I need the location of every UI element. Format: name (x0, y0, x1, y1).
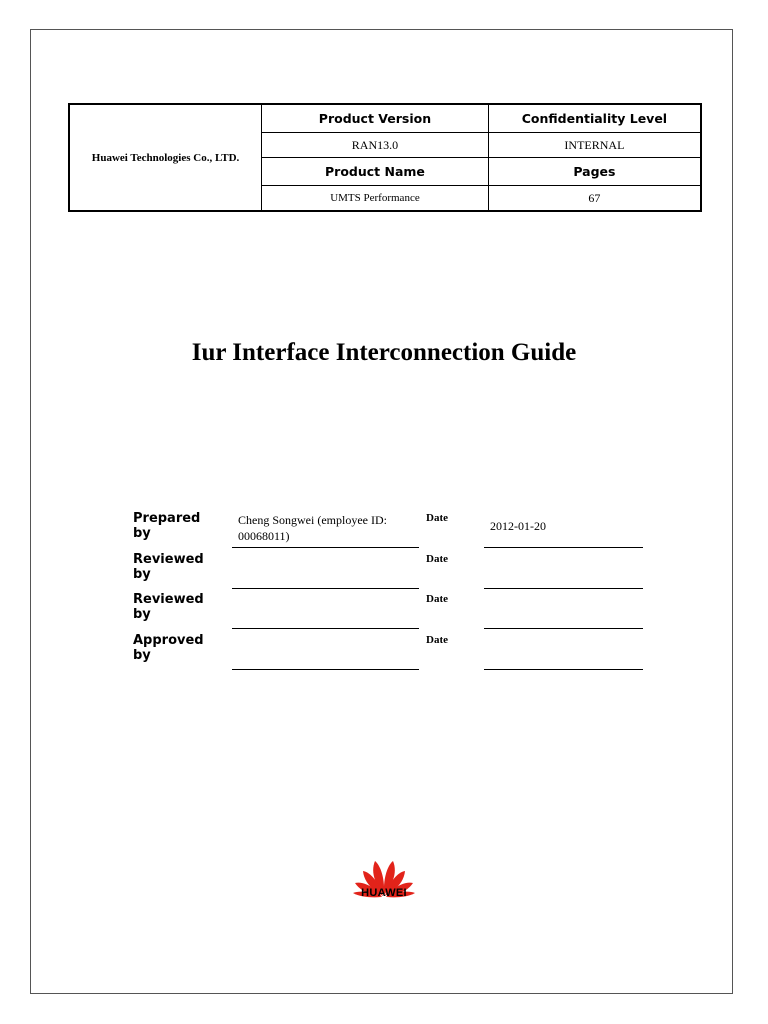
pages-label: Pages (488, 158, 701, 186)
date-label: Date (426, 593, 448, 605)
approval-row-reviewed-1 (133, 550, 653, 591)
date-field (484, 590, 643, 629)
approval-row-reviewed-2 (133, 590, 653, 631)
approval-block (133, 509, 653, 671)
name-field (232, 631, 419, 670)
date-label: Date (426, 552, 448, 565)
name-value: Cheng Songwei (employee ID: 00068011) (238, 513, 387, 543)
approval-row-approved (133, 631, 653, 672)
role-label (133, 592, 225, 622)
product-name-value: UMTS Performance (262, 186, 489, 212)
name-field (232, 590, 419, 629)
confidentiality-label: Confidentiality Level (488, 104, 701, 133)
company-name: Huawei Technologies Co., LTD. (69, 104, 262, 211)
name-field (232, 550, 419, 589)
product-name-label: Product Name (262, 158, 489, 186)
role-label-line2: by (133, 647, 151, 663)
date-label: Date (426, 633, 448, 646)
product-version-label: Product Version (262, 104, 489, 133)
role-label-line1: Reviewed (133, 592, 204, 607)
role-label (133, 633, 225, 663)
role-label-line1: Approved (133, 632, 204, 648)
role-label-line2: by (133, 607, 151, 622)
role-label-line1: Prepared (133, 511, 201, 526)
pages-value: 67 (488, 186, 701, 212)
confidentiality-value: INTERNAL (488, 133, 701, 158)
role-label-line1: Reviewed (133, 551, 204, 567)
document-title: Iur Interface Interconnection Guide (191, 339, 577, 366)
role-label (133, 552, 225, 582)
product-version-value: RAN13.0 (262, 133, 489, 158)
logo-wordmark: HUAWEI (361, 887, 407, 899)
role-label-line2: by (133, 566, 151, 582)
date-label: Date (426, 512, 448, 524)
role-label-line2: by (133, 526, 151, 541)
document-info-table (68, 103, 702, 212)
date-field (484, 550, 643, 589)
role-label (133, 511, 225, 541)
date-value: 2012-01-20 (490, 519, 546, 533)
approval-row-prepared (133, 509, 653, 550)
date-field (484, 631, 643, 670)
